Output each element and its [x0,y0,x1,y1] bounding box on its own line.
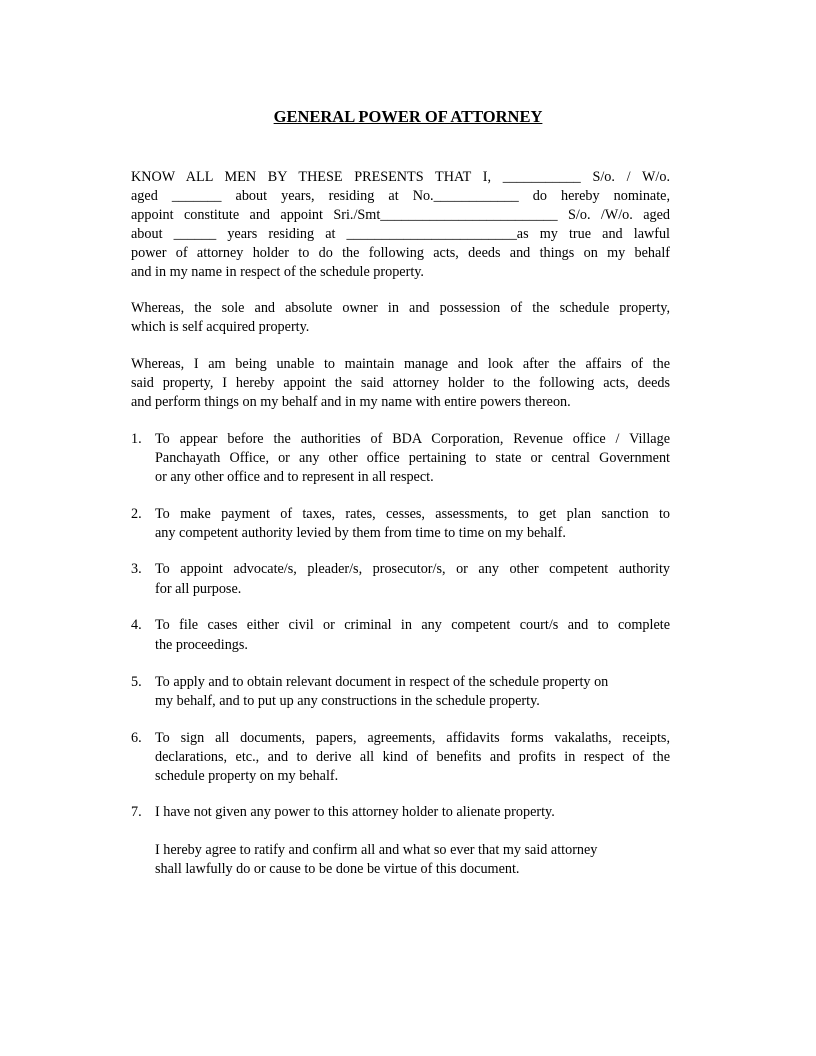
whereas-line: Whereas, I am being unable to maintain manage and look after the affairs of the [131,356,670,372]
item-number: 7. [131,804,142,820]
item-line: To apply and to obtain relevant document in respect of the schedule property on [155,674,609,690]
item-number: 1. [131,431,142,447]
intro-line: KNOW ALL MEN BY THESE PRESENTS THAT I, ___________ S/o. / W/o. [131,169,670,185]
item-line: To make payment of taxes, rates, cesses, assessments, to get plan sanction to [155,506,670,522]
item-line: I have not given any power to this attorney holder to alienate property. [155,804,555,820]
item-number: 4. [131,617,142,633]
item-line: schedule property on my behalf. [155,768,339,784]
intro-line: about ______ years residing at ________________________as my true and lawful [131,226,670,242]
document-title: GENERAL POWER OF ATTORNEY [273,107,543,126]
item-line: Panchayath Office, or any other office pertaining to state or central Government [155,450,670,466]
item-line: To appear before the authorities of BDA Corporation, Revenue office / Village [155,431,670,447]
intro-line: and in my name in respect of the schedule property. [131,264,424,280]
intro-line: appoint constitute and appoint Sri./Smt_________________________ S/o. /W/o. aged [131,207,670,223]
item-line: my behalf, and to put up any constructions in the schedule property. [155,693,540,709]
item-line: the proceedings. [155,637,248,653]
intro-line: aged _______ about years, residing at No.____________ do hereby nominate, [131,188,670,204]
item-line: To appoint advocate/s, pleader/s, prosecutor/s, or any other competent authority [155,561,670,577]
closing-line: shall lawfully do or cause to be done be virtue of this document. [155,861,520,877]
item-line: any competent authority levied by them from time to time on my behalf. [155,525,566,541]
item-line: declarations, etc., and to derive all kind of benefits and profits in respect of the [155,749,670,765]
whereas-line: Whereas, the sole and absolute owner in and possession of the schedule property, [131,300,670,316]
item-line: To sign all documents, papers, agreements, affidavits forms vakalaths, receipts, [155,730,670,746]
whereas-line: said property, I hereby appoint the said attorney holder to the following acts, deeds [131,375,670,391]
item-number: 3. [131,561,142,577]
intro-line: power of attorney holder to do the following acts, deeds and things on my behalf [131,245,670,261]
whereas-line: and perform things on my behalf and in my name with entire powers thereon. [131,394,571,410]
item-line: for all purpose. [155,581,242,597]
item-line: or any other office and to represent in all respect. [155,469,434,485]
item-number: 5. [131,674,142,690]
item-number: 6. [131,730,142,746]
item-number: 2. [131,506,142,522]
item-line: To file cases either civil or criminal in any competent court/s and to complete [155,617,670,633]
whereas-line: which is self acquired property. [131,319,310,335]
closing-line: I hereby agree to ratify and confirm all and what so ever that my said attorney [155,842,598,858]
